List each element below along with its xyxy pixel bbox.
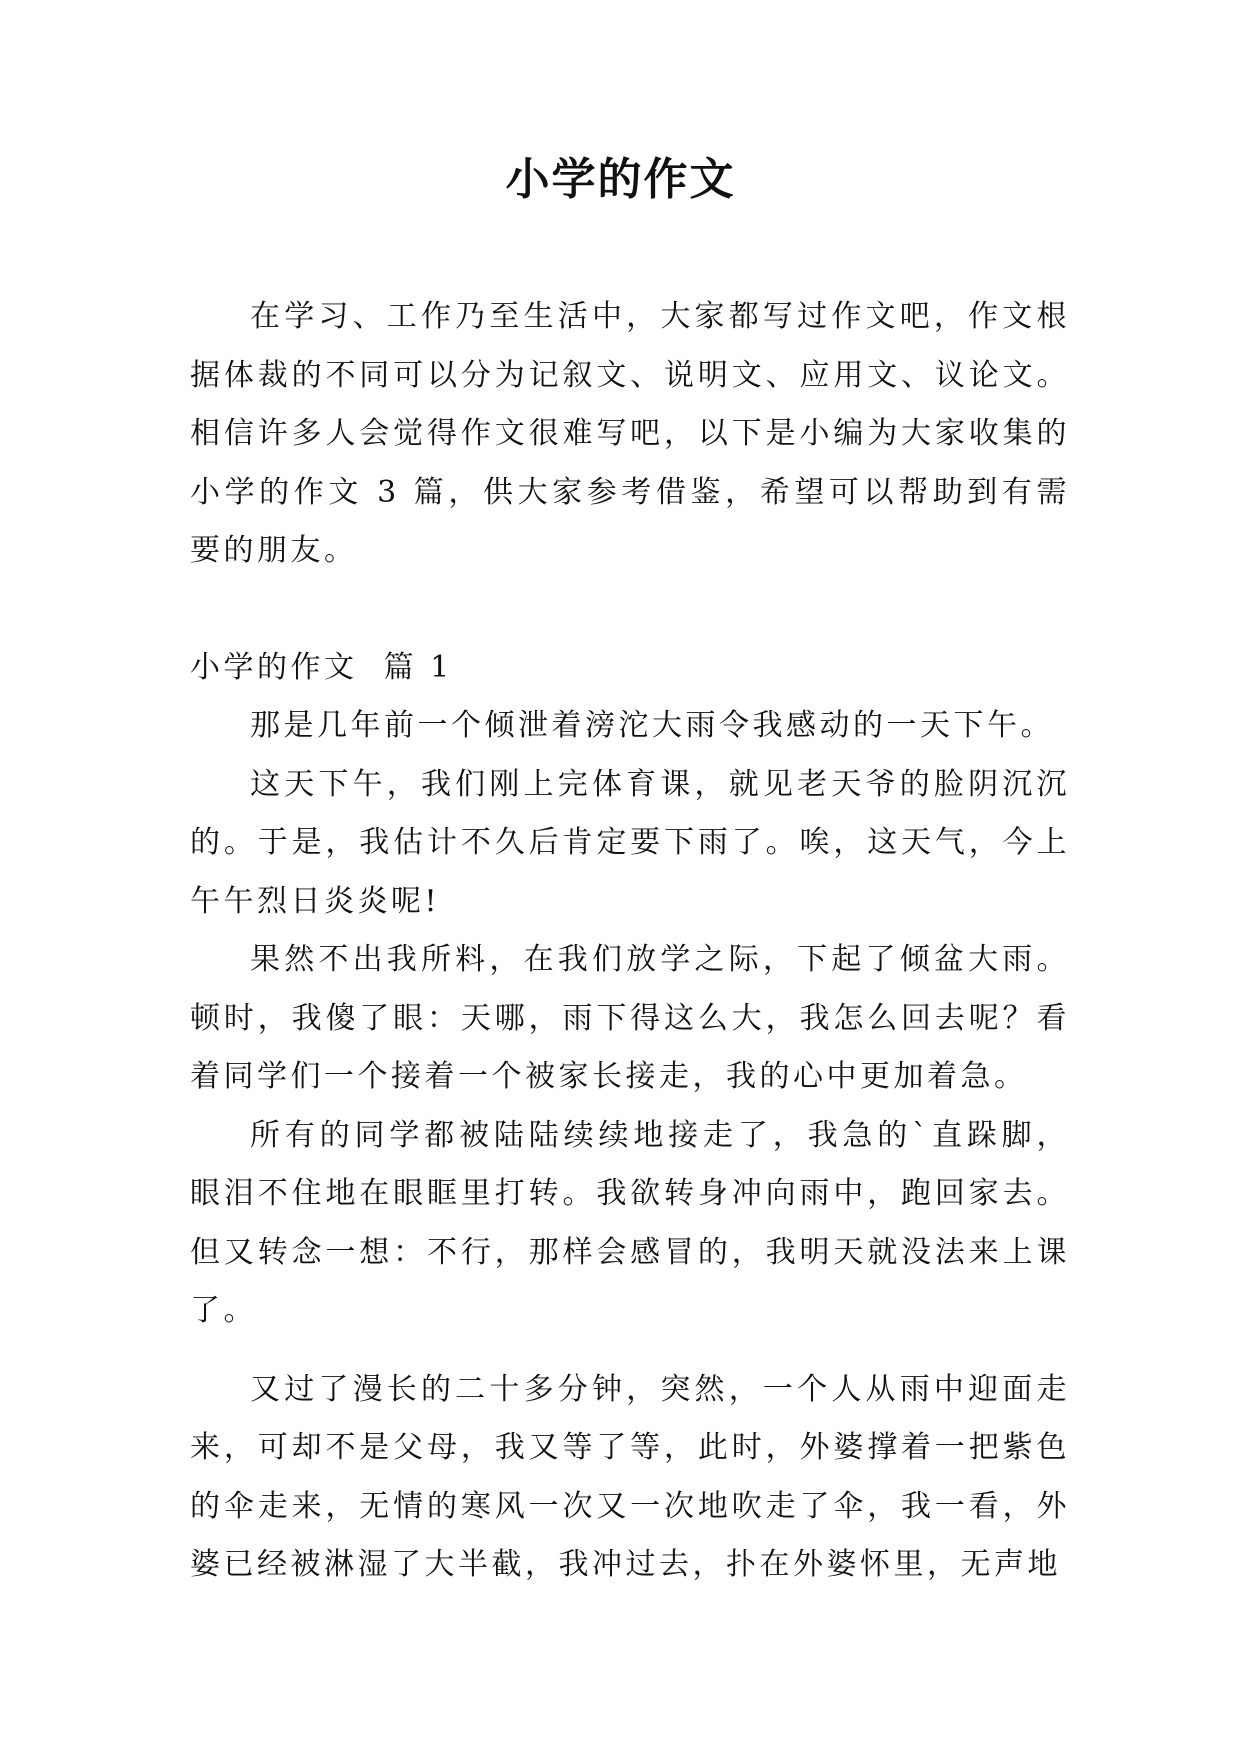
section-heading: 小学的作文 篇 1 bbox=[190, 649, 453, 685]
body-paragraph-1: 那是几年前一个倾泄着滂沱大雨令我感动的一天下午。 bbox=[250, 708, 1054, 743]
document-body bbox=[190, 288, 1070, 1595]
body-paragraph-5: 又过了漫长的二十多分钟，突然，一个人从雨中迎面走来，可却不是父母，我又等了等，此时，外婆撑着一把紫色的伞走来，无情的寒风一次又一次地吹走了伞，我一看，外婆已经被淋湿了大半截，我冲过去，扑在外婆怀里，无声地 bbox=[190, 1371, 1070, 1582]
intro-paragraph: 在学习、工作乃至生活中，大家都写过作文吧，作文根据体裁的不同可以分为记叙文、说明文、应用文、议论文。相信许多人会觉得作文很难写吧，以下是小编为大家收集的小学的作文 3 篇，供大家参考借鉴，希望可以帮助到有需要的朋友。 bbox=[190, 299, 1070, 568]
body-paragraph-2: 这天下午，我们刚上完体育课，就见老天爷的脸阴沉沉的。于是，我估计不久后肯定要下雨了。唉，这天气，今上午午烈日炎炎呢! bbox=[190, 766, 1070, 919]
body-paragraph-3: 果然不出我所料，在我们放学之际，下起了倾盆大雨。顿时，我傻了眼：天哪，雨下得这么大，我怎么回去呢？看着同学们一个接着一个被家长接走，我的心中更加着急。 bbox=[190, 942, 1070, 1094]
document-title: 小学的作文 bbox=[505, 154, 736, 205]
body-paragraph-4: 所有的同学都被陆陆续续地接走了，我急的`直跺脚，眼泪不住地在眼眶里打转。我欲转身冲向雨中，跑回家去。但又转念一想：不行，那样会感冒的，我明天就没法来上课了。 bbox=[190, 1117, 1070, 1328]
